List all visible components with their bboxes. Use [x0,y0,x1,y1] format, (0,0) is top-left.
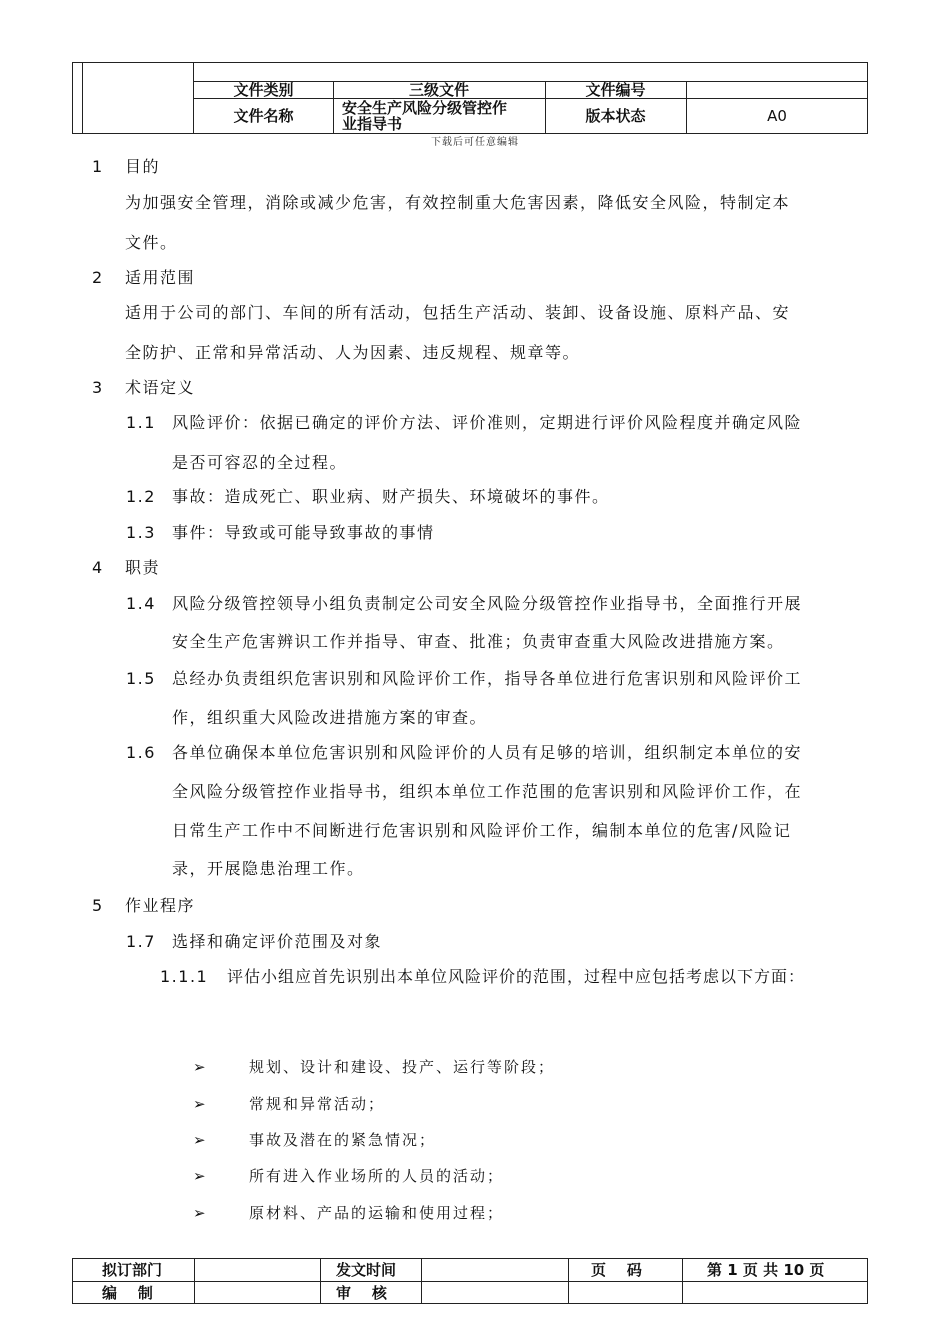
author-label: 编 制 [102,1284,153,1302]
section-1-text-line1: 为加强安全管理，消除或减少危害，有效控制重大危害因素，降低安全风险，特制定本 [125,193,791,212]
page-count: 第 1 页 共 10 页 [707,1261,825,1279]
item-1-7-number: 1.7 [126,932,156,951]
doc-number-label: 文件编号 [585,81,646,99]
section-2-title: 适用范围 [125,268,196,287]
footer-col-4 [568,1258,569,1304]
footer-rule [72,1281,868,1282]
section-1-title: 目的 [125,157,161,176]
item-1-6-line2: 全风险分级管控作业指导书，组织本单位工作范围的危害识别和风险评价工作，在 [172,782,803,801]
item-1-4-line1: 风险分级管控领导小组负责制定公司安全风险分级管控作业指导书，全面推行开展 [172,594,803,613]
bullet-item-1: 规划、设计和建设、投产、运行等阶段； [249,1058,556,1076]
issue-date-label: 发文时间 [336,1261,397,1279]
item-1-2-number: 1.2 [126,487,156,506]
header-rule-2 [194,98,868,99]
footer-col-3 [421,1258,422,1304]
bullet-arrow-icon: ➢ [193,1204,206,1222]
review-label: 审 核 [336,1284,387,1302]
doc-name-value-line1: 安全生产风险分级管控作 [342,99,508,117]
item-1-6-number: 1.6 [126,743,156,762]
bullet-item-2: 常规和异常活动； [249,1095,386,1113]
item-1-1-1-line1: 评估小组应首先识别出本单位风险评价的范围，过程中应包括考虑以下方面： [227,967,806,986]
footer-col-5 [682,1258,683,1304]
section-2-text-line1: 适用于公司的部门、车间的所有活动，包括生产活动、装卸、设备设施、原料产品、安 [125,303,791,322]
section-4-title: 职责 [125,558,161,577]
item-1-4-number: 1.4 [126,594,156,613]
item-1-1-number: 1.1 [126,413,156,432]
item-1-3-line1: 事件：导致或可能导致事故的事情 [172,523,435,542]
item-1-7-line1: 选择和确定评价范围及对象 [172,932,383,951]
item-1-1-1-number: 1.1.1 [160,967,209,986]
section-3-number: 3 [92,378,104,397]
item-1-5-line2: 作，组织重大风险改进措施方案的审查。 [172,708,488,727]
drafting-dept-label: 拟订部门 [102,1261,163,1279]
bullet-arrow-icon: ➢ [193,1167,206,1185]
doc-name-label: 文件名称 [233,107,294,125]
doc-type-value: 三级文件 [408,81,469,99]
item-1-6-line1: 各单位确保本单位危害识别和风险评价的人员有足够的培训，组织制定本单位的安 [172,743,803,762]
edit-note: 下载后可任意编辑 [431,137,519,148]
item-1-2-line1: 事故：造成死亡、职业病、财产损失、环境破坏的事件。 [172,487,610,506]
footer-col-1 [194,1258,195,1304]
item-1-6-line3: 日常生产工作中不间断进行危害识别和风险评价工作，编制本单位的危害/风险记 [172,821,792,840]
section-5-number: 5 [92,896,104,915]
item-1-5-line1: 总经办负责组织危害识别和风险评价工作，指导各单位进行危害识别和风险评价工 [172,669,803,688]
version-value: A0 [767,107,787,125]
item-1-4-line2: 安全生产危害辨识工作并指导、审查、批准；负责审查重大风险改进措施方案。 [172,632,785,651]
section-2-text-line2: 全防护、正常和异常活动、人为因素、违反规程、规章等。 [125,343,581,362]
doc-name-value-line2: 业指导书 [342,115,403,133]
footer-col-2 [320,1258,321,1304]
logo-cell [82,62,194,134]
bullet-item-3: 事故及潜在的紧急情况； [249,1131,437,1149]
version-label: 版本状态 [585,107,646,125]
bullet-item-4: 所有进入作业场所的人员的活动； [249,1167,505,1185]
doc-type-label: 文件类别 [233,81,294,99]
section-3-title: 术语定义 [125,378,196,397]
section-2-number: 2 [92,268,104,287]
item-1-1-line1: 风险评价：依据已确定的评价方法、评价准则，定期进行评价风险程度并确定风险 [172,413,803,432]
section-1-number: 1 [92,157,104,176]
item-1-3-number: 1.3 [126,523,156,542]
bullet-arrow-icon: ➢ [193,1131,206,1149]
item-1-5-number: 1.5 [126,669,156,688]
item-1-6-line4: 录，开展隐患治理工作。 [172,859,365,878]
section-4-number: 4 [92,558,104,577]
bullet-arrow-icon: ➢ [193,1058,206,1076]
page-label: 页 码 [591,1261,642,1279]
section-1-text-line2: 文件。 [125,233,178,252]
item-1-1-line2: 是否可容忍的全过程。 [172,453,348,472]
bullet-arrow-icon: ➢ [193,1095,206,1113]
section-5-title: 作业程序 [125,896,196,915]
bullet-item-5: 原材料、产品的运输和使用过程； [249,1204,505,1222]
